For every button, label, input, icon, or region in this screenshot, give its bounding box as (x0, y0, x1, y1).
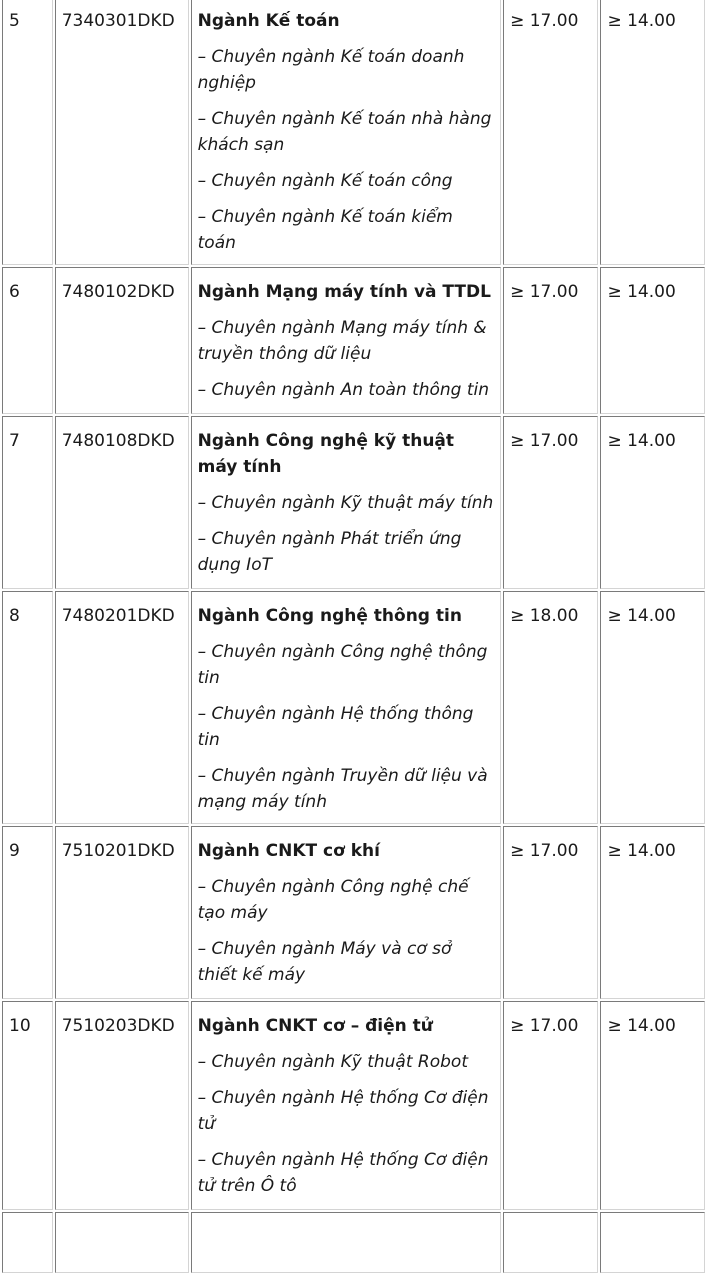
score-threshold-1: ≥ 17.00 (503, 267, 598, 414)
major-title: Ngành CNKT cơ – điện tử (197, 1016, 433, 1036)
score-threshold-2: ≥ 14.00 (600, 0, 705, 265)
major-code: 7340301DKD (55, 0, 189, 265)
major-title: Ngành Mạng máy tính và TTDL (197, 282, 491, 302)
specialization: – Chuyên ngành Kế toán công (197, 171, 453, 191)
table-row (2, 1001, 705, 1210)
score-threshold-2: ≥ 14.00 (600, 267, 705, 414)
specialization: – Chuyên ngành Kế toán nhà hàng khách sạn (197, 109, 492, 155)
score-threshold-2: ≥ 14.00 (600, 1001, 705, 1210)
specialization: – Chuyên ngành Kỹ thuật Robot (197, 1052, 468, 1072)
table-row (2, 267, 705, 414)
row-number: 9 (2, 826, 53, 999)
score-threshold-1: ≥ 17.00 (503, 416, 598, 589)
row-number: 8 (2, 591, 53, 824)
specialization: – Chuyên ngành Công nghệ chế tạo máy (197, 877, 469, 923)
specialization: – Chuyên ngành Hệ thống Cơ điện tử (197, 1088, 489, 1134)
table-row (2, 826, 705, 999)
specialization: – Chuyên ngành Máy và cơ sở thiết kế máy (197, 939, 452, 985)
major-code: 7480102DKD (55, 267, 189, 414)
specialization: – Chuyên ngành Truyền dữ liệu và mạng máy tính (197, 766, 488, 812)
table-row (2, 416, 705, 589)
score-threshold-1: ≥ 17.00 (503, 0, 598, 265)
specialization: – Chuyên ngành Công nghệ thông tin (197, 642, 488, 688)
major-title: Ngành CNKT cơ khí (197, 841, 380, 861)
table-row (2, 591, 705, 824)
major-title: Ngành Kế toán (197, 11, 340, 31)
major-title: Ngành Công nghệ kỹ thuật máy tính (197, 431, 455, 477)
major-code: 7510201DKD (55, 826, 189, 999)
specialization: – Chuyên ngành Kế toán kiểm toán (197, 207, 453, 253)
major-code: 7480108DKD (55, 416, 189, 589)
empty-cell (600, 1212, 705, 1273)
row-number: 6 (2, 267, 53, 414)
table-row-partial (2, 1212, 705, 1273)
major-code: 7480201DKD (55, 591, 189, 824)
specialization: – Chuyên ngành Phát triển ứng dụng IoT (197, 529, 462, 575)
score-threshold-1: ≥ 17.00 (503, 1001, 598, 1210)
specialization: – Chuyên ngành An toàn thông tin (197, 380, 490, 400)
row-number: 7 (2, 416, 53, 589)
major-title: Ngành Công nghệ thông tin (197, 606, 462, 626)
specialization: – Chuyên ngành Kế toán doanh nghiệp (197, 47, 465, 93)
specialization: – Chuyên ngành Mạng máy tính & truyền thông dữ liệu (197, 318, 487, 364)
row-number: 5 (2, 0, 53, 265)
score-threshold-2: ≥ 14.00 (600, 826, 705, 999)
major-cell (191, 591, 501, 824)
empty-cell (503, 1212, 598, 1273)
major-cell (191, 1001, 501, 1210)
score-threshold-1: ≥ 18.00 (503, 591, 598, 824)
table-row (2, 0, 705, 265)
specialization: – Chuyên ngành Hệ thống Cơ điện tử trên Ô tô (197, 1150, 489, 1196)
empty-cell (2, 1212, 53, 1273)
empty-cell (191, 1212, 501, 1273)
specialization: – Chuyên ngành Kỹ thuật máy tính (197, 493, 494, 513)
major-cell (191, 826, 501, 999)
major-cell (191, 0, 501, 265)
score-threshold-2: ≥ 14.00 (600, 591, 705, 824)
major-cell (191, 267, 501, 414)
major-cell (191, 416, 501, 589)
specialization: – Chuyên ngành Hệ thống thông tin (197, 704, 474, 750)
empty-cell (55, 1212, 189, 1273)
major-code: 7510203DKD (55, 1001, 189, 1210)
row-number: 10 (2, 1001, 53, 1210)
score-threshold-1: ≥ 17.00 (503, 826, 598, 999)
score-threshold-2: ≥ 14.00 (600, 416, 705, 589)
